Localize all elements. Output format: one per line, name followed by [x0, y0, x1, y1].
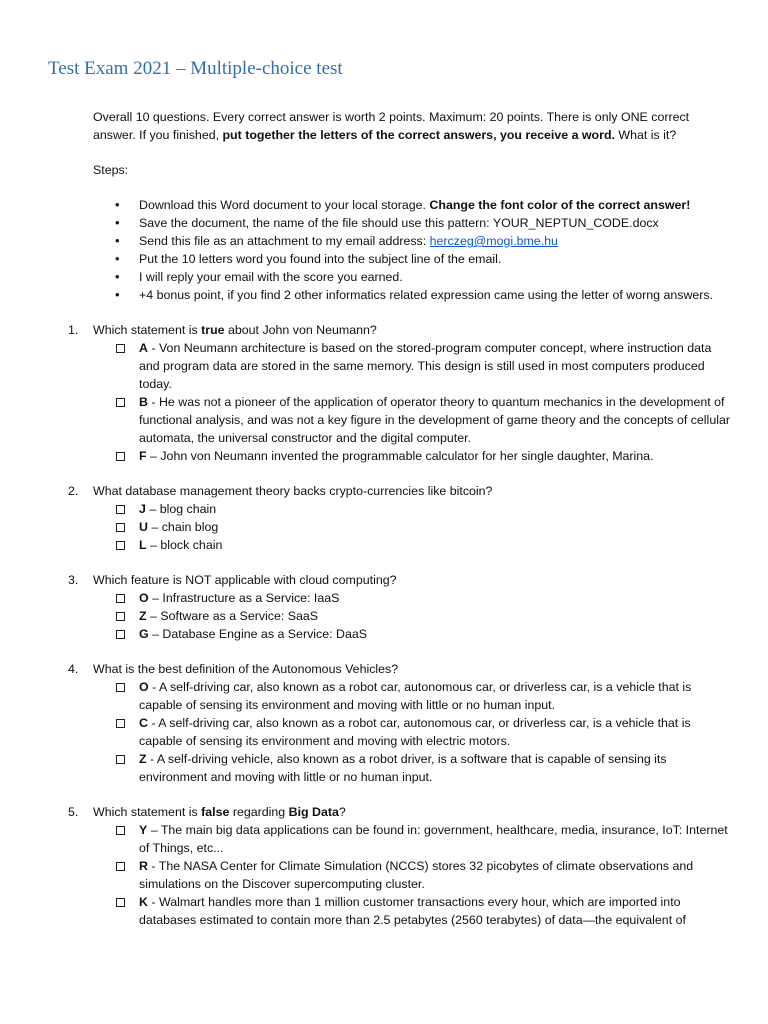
- option-separator: -: [147, 859, 159, 873]
- option-separator: –: [145, 502, 160, 516]
- question-stem: [68, 571, 733, 589]
- option-letter: B: [139, 395, 148, 409]
- intro-text-end: What is it?: [614, 128, 677, 142]
- option-text: Von Neumann architecture is based on the stored-program computer concept, where instruction data and program data are stored in the same memory. This design is still used in most computers produced today.: [139, 341, 712, 391]
- option-text: A self-driving car, also known as a robot car, autonomous car, or driverless car, is a vehicle that is capable of sensing its environment and moving with electric motors.: [139, 716, 691, 748]
- option-letter: Z: [139, 752, 147, 766]
- option-separator: -: [147, 716, 159, 730]
- answer-options: [93, 339, 733, 465]
- option-letter: F: [139, 449, 147, 463]
- checkbox-icon[interactable]: [116, 523, 125, 532]
- answer-option: [139, 678, 733, 714]
- answer-option: [139, 821, 733, 857]
- answer-options: [93, 821, 733, 929]
- question-text: ?: [338, 805, 346, 819]
- checkbox-icon[interactable]: [116, 755, 125, 764]
- document-body: [68, 108, 733, 946]
- option-separator: –: [147, 520, 162, 534]
- option-letter: A: [139, 341, 148, 355]
- question-bold-text: false: [201, 805, 230, 819]
- step-text: Put the 10 letters word you found into the subject line of the email.: [139, 252, 502, 266]
- answer-option: [139, 893, 733, 929]
- answer-option: [139, 750, 733, 786]
- option-separator: –: [146, 449, 161, 463]
- checkbox-icon[interactable]: [116, 541, 125, 550]
- question-stem: [68, 660, 733, 678]
- option-letter: L: [139, 538, 147, 552]
- question-bold-text: Big Data: [288, 805, 339, 819]
- question-text: Which feature is NOT applicable with cloud computing?: [93, 573, 397, 587]
- option-text: He was not a pioneer of the application of operator theory to quantum mechanics in the development of functional analysis, and was not a key figure in the development of game theory and the concepts of cellular automata, the universal constructor and the digital computer.: [139, 395, 730, 445]
- checkbox-icon[interactable]: [116, 630, 125, 639]
- question-1: [68, 321, 733, 465]
- question-bold-text: true: [201, 323, 225, 337]
- question-number: 3.: [68, 573, 79, 587]
- question-text: Which statement is: [93, 805, 202, 819]
- answer-option: [139, 447, 733, 465]
- option-text: The NASA Center for Climate Simulation (NCCS) stores 32 picobytes of climate observations and simulations on the Discover supercomputing cluster.: [139, 859, 694, 891]
- answer-option: [139, 625, 733, 643]
- option-text: The main big data applications can be found in: government, healthcare, media, insurance, IoT: Internet of Things, etc...: [139, 823, 728, 855]
- question-5: [68, 803, 733, 929]
- question-text: regarding: [229, 805, 289, 819]
- option-text: John von Neumann invented the programmable calculator for her single daughter, Marina.: [160, 449, 654, 463]
- step-text: Send this file as an attachment to my email address:: [139, 234, 430, 248]
- option-separator: –: [148, 627, 163, 641]
- step-item: [139, 196, 733, 214]
- answer-option: [139, 857, 733, 893]
- option-text: Database Engine as a Service: DaaS: [162, 627, 367, 641]
- option-separator: -: [148, 680, 159, 694]
- option-letter: O: [139, 680, 149, 694]
- checkbox-icon[interactable]: [116, 719, 125, 728]
- option-letter: Z: [139, 609, 147, 623]
- intro-text: Overall 10 questions. Every correct answer is worth 2 points. Maximum: 20 points. There is only ONE correct answer. If you finished,: [93, 110, 690, 142]
- question-text: What is the best definition of the Autonomous Vehicles?: [93, 662, 399, 676]
- option-separator: -: [146, 752, 157, 766]
- option-separator: -: [147, 341, 159, 355]
- intro-bold-text: put together the letters of the correct answers, you receive a word.: [222, 128, 615, 142]
- option-letter: K: [139, 895, 148, 909]
- question-4: [68, 660, 733, 786]
- answer-option: [139, 714, 733, 750]
- steps-label: Steps:: [93, 163, 129, 177]
- question-stem: [68, 803, 733, 821]
- checkbox-icon[interactable]: [116, 594, 125, 603]
- checkbox-icon[interactable]: [116, 826, 125, 835]
- option-letter: J: [139, 502, 146, 516]
- step-item: [139, 286, 733, 304]
- document-title: Test Exam 2021 – Multiple-choice test: [48, 58, 343, 79]
- question-number: 5.: [68, 805, 79, 819]
- answer-options: [93, 589, 733, 643]
- step-text: Save the document, the name of the file should use this pattern: YOUR_NEPTUN_CODE.docx: [139, 216, 659, 230]
- option-separator: –: [147, 823, 161, 837]
- question-text: What database management theory backs crypto-currencies like bitcoin?: [93, 484, 493, 498]
- option-letter: Y: [139, 823, 148, 837]
- intro-paragraph: [93, 108, 733, 144]
- question-text: Which statement is: [93, 323, 202, 337]
- answer-option: [139, 536, 733, 554]
- option-text: Infrastructure as a Service: IaaS: [162, 591, 340, 605]
- step-text: I will reply your email with the score you earned.: [139, 270, 403, 284]
- step-text: Download this Word document to your local storage.: [139, 198, 430, 212]
- step-item: [139, 232, 733, 250]
- option-text: A self-driving vehicle, also known as a robot driver, is a software that is capable of sensing its environment and moving with little or no human input.: [139, 752, 667, 784]
- option-text: blog chain: [159, 502, 217, 516]
- option-text: Walmart handles more than 1 million customer transactions every hour, which are imported into databases estimated to contain more than 2.5 petabytes (2560 terabytes) of data—the equivalent of: [139, 895, 686, 927]
- answer-option: [139, 393, 733, 447]
- question-text: about John von Neumann?: [224, 323, 377, 337]
- steps-list: [93, 196, 733, 304]
- option-separator: -: [147, 395, 159, 409]
- option-text: block chain: [160, 538, 223, 552]
- option-letter: G: [139, 627, 149, 641]
- answer-option: [139, 589, 733, 607]
- answer-option: [139, 339, 733, 393]
- email-link[interactable]: herczeg@mogi.bme.hu: [429, 234, 558, 248]
- option-separator: –: [148, 591, 163, 605]
- checkbox-icon[interactable]: [116, 862, 125, 871]
- answer-options: [93, 678, 733, 786]
- checkbox-icon[interactable]: [116, 683, 125, 692]
- option-letter: U: [139, 520, 148, 534]
- question-3: [68, 571, 733, 643]
- option-letter: R: [139, 859, 148, 873]
- answer-option: [139, 518, 733, 536]
- checkbox-icon[interactable]: [116, 344, 125, 353]
- option-separator: –: [146, 609, 161, 623]
- question-number: 2.: [68, 484, 79, 498]
- question-number: 1.: [68, 323, 79, 337]
- option-letter: C: [139, 716, 148, 730]
- question-2: [68, 482, 733, 554]
- checkbox-icon[interactable]: [116, 505, 125, 514]
- answer-option: [139, 500, 733, 518]
- question-stem: [68, 482, 733, 500]
- question-number: 4.: [68, 662, 79, 676]
- step-item: [139, 268, 733, 286]
- step-text: +4 bonus point, if you find 2 other informatics related expression came using the letter of worng answers.: [139, 288, 714, 302]
- option-letter: O: [139, 591, 149, 605]
- checkbox-icon[interactable]: [116, 898, 125, 907]
- step-bold-text: Change the font color of the correct answer!: [429, 198, 691, 212]
- option-separator: –: [146, 538, 161, 552]
- question-stem: [68, 321, 733, 339]
- option-separator: -: [147, 895, 159, 909]
- checkbox-icon[interactable]: [116, 398, 125, 407]
- answer-option: [139, 607, 733, 625]
- checkbox-icon[interactable]: [116, 452, 125, 461]
- step-item: [139, 250, 733, 268]
- step-item: [139, 214, 733, 232]
- answer-options: [93, 500, 733, 554]
- questions-list: [68, 321, 733, 929]
- option-text: A self-driving car, also known as a robot car, autonomous car, or driverless car, is a vehicle that is capable of sensing its environment and moving with little or no human input.: [139, 680, 692, 712]
- option-text: chain blog: [161, 520, 219, 534]
- option-text: Software as a Service: SaaS: [160, 609, 319, 623]
- checkbox-icon[interactable]: [116, 612, 125, 621]
